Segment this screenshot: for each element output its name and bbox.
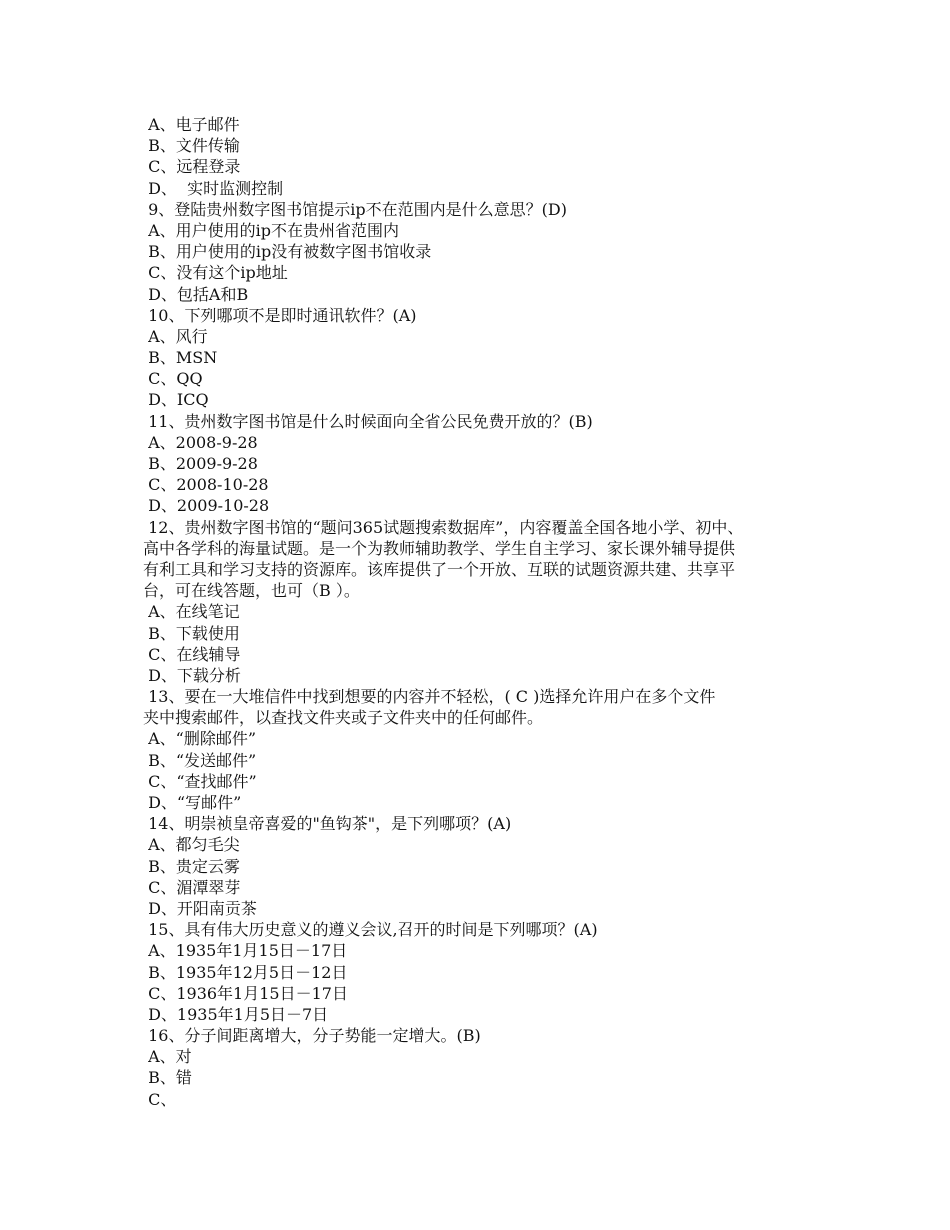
text-line: A、用户使用的ip不在贵州省范围内 xyxy=(143,220,400,240)
question-16: 16、分子间距离增大，分子势能一定增大。(B) xyxy=(143,1026,481,1046)
text-line: A、电子邮件 xyxy=(143,115,240,134)
text-line: B、文件传输 xyxy=(143,136,240,156)
text-line: D、下载分析 xyxy=(143,665,241,685)
text-line: C、1936年1月15日－17日 xyxy=(143,983,348,1003)
text-line: A、对 xyxy=(143,1047,192,1067)
text-line: D、“写邮件” xyxy=(143,793,242,812)
document-body xyxy=(143,114,823,1110)
text-line: B、贵定云雾 xyxy=(143,856,240,876)
text-line: A、2008-9-28 xyxy=(143,432,258,452)
text-line: A、1935年1月15日－17日 xyxy=(143,941,348,961)
question-10: 10、下列哪项不是即时通讯软件？(A) xyxy=(143,305,417,325)
question-15: 15、具有伟大历史意义的遵义会议,召开的时间是下列哪项？(A) xyxy=(143,920,598,940)
text-line: 有利工具和学习支持的资源库。该库提供了一个开放、互联的试题资源共建、共享平 xyxy=(143,559,736,579)
text-line: C、 xyxy=(143,1089,177,1109)
text-line: C、QQ xyxy=(143,369,203,389)
text-line: A、都匀毛尖 xyxy=(143,835,240,855)
question-12: 12、贵州数字图书馆的“题问365试题搜索数据库”，内容覆盖全国各地小学、初中、 xyxy=(143,517,744,537)
text-line: C、2008-10-28 xyxy=(143,475,269,495)
text-line: D、 实时监测控制 xyxy=(143,178,284,198)
text-line: 夹中搜索邮件，以查找文件夹或子文件夹中的任何邮件。 xyxy=(143,708,544,728)
text-line: B、“发送邮件” xyxy=(143,750,257,770)
text-line: B、下载使用 xyxy=(143,623,240,643)
text-line: 高中各学科的海量试题。是一个为教师辅助教学、学生自主学习、家长课外辅导提供 xyxy=(143,538,736,558)
text-line: A、在线笔记 xyxy=(143,602,240,622)
text-line: D、2009-10-28 xyxy=(143,496,270,516)
text-line: B、错 xyxy=(143,1068,192,1088)
question-11: 11、贵州数字图书馆是什么时候面向全省公民免费开放的？(B) xyxy=(143,411,593,431)
text-line: D、包括A和B xyxy=(143,284,249,304)
text-line: A、“删除邮件” xyxy=(143,729,257,749)
text-line: D、开阳南贡茶 xyxy=(143,898,257,918)
text-line: C、湄潭翠芽 xyxy=(143,877,241,897)
text-line: D、ICQ xyxy=(143,390,209,410)
text-line: C、远程登录 xyxy=(143,157,241,177)
text-line: B、用户使用的ip没有被数字图书馆收录 xyxy=(143,242,432,262)
text-line: B、2009-9-28 xyxy=(143,454,258,473)
text-line: D、1935年1月5日－7日 xyxy=(143,1004,329,1024)
text-line: C、没有这个ip地址 xyxy=(143,263,288,283)
question-13: 13、要在一大堆信件中找到想要的内容并不轻松，( C )选择允许用户在多个文件 xyxy=(143,687,716,707)
text-line: C、“查找邮件” xyxy=(143,771,257,791)
text-line: B、MSN xyxy=(143,348,218,368)
question-14: 14、明崇祯皇帝喜爱的"鱼钩茶"，是下列哪项？(A) xyxy=(143,814,512,834)
question-9: 9、登陆贵州数字图书馆提示ip不在范围内是什么意思？(D) xyxy=(143,199,567,219)
text-line: B、1935年12月5日－12日 xyxy=(143,962,348,982)
text-line: 台，可在线答题，也可（B ）。 xyxy=(143,581,360,601)
text-line: C、在线辅导 xyxy=(143,644,241,664)
text-line: A、风行 xyxy=(143,326,208,346)
